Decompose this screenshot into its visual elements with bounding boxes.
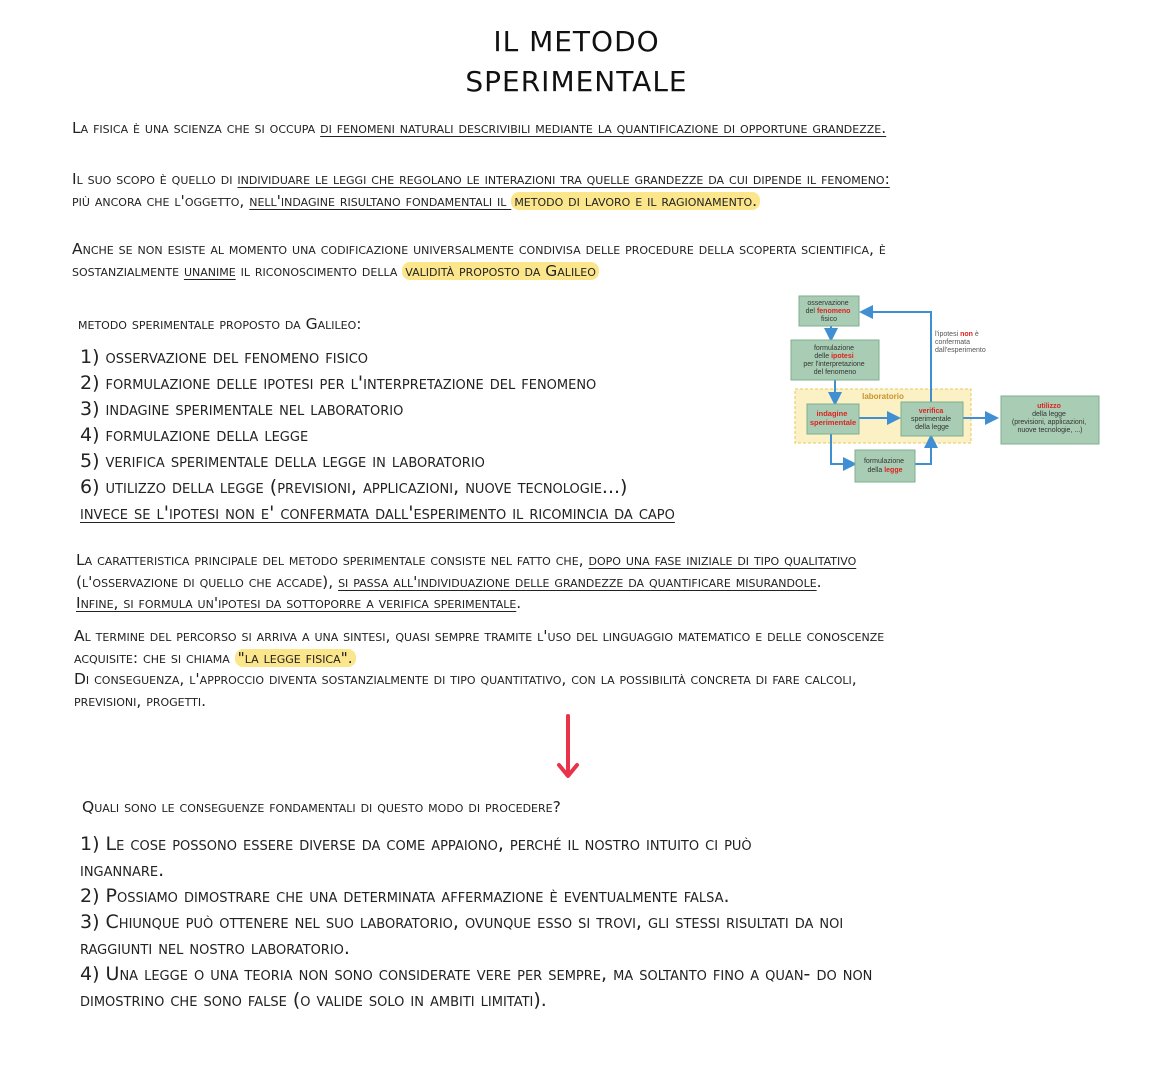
diagram-text: dall'esperimento — [935, 347, 986, 354]
diagram-text: confermata — [935, 339, 971, 346]
text-line: Al termine del percorso si arriva a una sintesi, quasi sempre tramite l'uso del linguaggio matematico e delle conoscenze — [74, 627, 885, 645]
method-step: 1) osservazione del fenomeno fisico — [80, 346, 369, 368]
text-line: Anche se non esiste al momento una codificazione universalmente condivisa delle procedure della scoperta scientifica, è — [72, 240, 886, 258]
method-flow-diagram — [783, 292, 1103, 488]
svg-text:indagine sperimentale — [810, 409, 856, 427]
highlighted-text: validità proposto da Galileo — [402, 262, 599, 280]
method-steps — [80, 344, 675, 526]
highlighted-text: "la legge fisica". — [235, 649, 356, 667]
diagram-keyword: verifica — [918, 408, 944, 415]
diagram-keyword: fenomeno — [816, 308, 851, 315]
consequence-line: dimostrino che sono false (o valide solo in ambiti limitati). — [80, 989, 547, 1011]
diagram-keyword: legge — [884, 467, 903, 474]
text-span: sostanzialmente — [72, 261, 184, 280]
diagram-keyword: indagine — [816, 409, 848, 418]
text-span: . — [816, 572, 822, 591]
diagram-text: osservazione — [807, 300, 849, 307]
text-span: acquisite: che si chiama — [74, 648, 235, 667]
diagram-text: è — [972, 331, 979, 338]
laboratory-label: laboratorio — [862, 392, 904, 401]
diagram-keyword: non — [960, 331, 973, 338]
diagram-text: del — [805, 308, 817, 315]
method-step: 4) formulazione della legge — [80, 424, 309, 446]
diagram-keyword: ipotesi — [831, 353, 854, 360]
text-span: La fisica è una scienza che si occupa — [72, 119, 321, 137]
method-heading: metodo sperimentale proposto da Galileo: — [78, 315, 362, 333]
title-line-1: IL METODO — [493, 25, 660, 58]
diagram-text: del fenomeno — [813, 369, 857, 376]
diagram-text: per l'interpretazione — [803, 361, 865, 368]
diagram-text: della legge — [915, 424, 949, 431]
consequence-line: 4) Una legge o una teoria non sono considerate vere per sempre, ma soltanto fino a quan- do non — [80, 963, 873, 985]
text-span: (l'osservazione di quello che accade), — [76, 572, 339, 591]
method-step: 2) formulazione delle ipotesi per l'interpretazione del fenomeno — [80, 372, 597, 394]
consequence-line: 2) Possiamo dimostrare che una determinata affermazione è eventualmente falsa. — [80, 885, 730, 907]
underlined-text: unanime — [183, 261, 236, 280]
title-line-2: SPERIMENTALE — [465, 65, 688, 98]
intro-paragraph — [72, 118, 886, 140]
galileo-paragraph — [72, 239, 886, 282]
text-span: . — [516, 594, 522, 612]
diagram-text: nuove tecnologie, ...) — [1017, 427, 1083, 434]
method-step: 5) verifica sperimentale della legge in laboratorio — [80, 450, 485, 472]
consequence-line: ingannare. — [80, 859, 165, 881]
underlined-text: si passa all'individuazione delle grandezze da quantificare misurandole — [338, 572, 817, 591]
consequences-list — [80, 831, 872, 1013]
page-title — [0, 22, 1153, 102]
underlined-text: di fenomeni naturali descrivibili mediante la quantificazione di opportune grandezze. — [320, 119, 887, 137]
down-arrow-icon — [555, 712, 581, 782]
text-span: il riconoscimento della — [235, 261, 403, 280]
consequence-line: 1) Le cose possono essere diverse da come appaiono, perché il nostro intuito ci può — [80, 833, 752, 855]
diagram-text: della legge — [1032, 411, 1066, 418]
diagram-text: (previsioni, applicazioni, — [1011, 419, 1087, 426]
method-step: 6) utilizzo della legge (previsioni, applicazioni, nuove tecnologie...) — [80, 476, 628, 498]
diagram-text: formulazione — [813, 345, 855, 352]
diagram-text: formulazione — [863, 458, 905, 465]
underlined-text: Infine, si formula un'ipotesi da sottoporre a verifica sperimentale — [76, 594, 517, 612]
diagram-keyword: utilizzo — [1037, 403, 1061, 410]
text-line: Di conseguenza, l'approccio diventa sostanzialmente di tipo quantitativo, con la possibilità concreta di fare calcoli, — [74, 670, 857, 688]
text-span: Il suo scopo è quello di — [72, 170, 238, 188]
underlined-text: nell'indagine risultano fondamentali il — [249, 191, 512, 210]
svg-text:l'ipotesi non è confermata — [935, 331, 986, 354]
diagram-text: delle — [814, 353, 832, 360]
characteristic-paragraph — [76, 550, 856, 615]
text-line: previsioni, progetti. — [74, 691, 207, 710]
law-formulation-box — [855, 450, 915, 482]
diagram-keyword: sperimentale — [809, 418, 857, 427]
highlighted-text: metodo di lavoro e il ragionamento. — [511, 192, 760, 210]
underlined-text: dopo una fase iniziale di tipo qualitativo — [588, 551, 857, 569]
text-span: La caratteristica principale del metodo sperimentale consiste nel fatto che, — [76, 551, 589, 569]
consequence-line: 3) Chiunque può ottenere nel suo laboratorio, ovunque esso si trovi, gli stessi risultati da noi — [80, 911, 844, 933]
consequence-line: raggiunti nel nostro laboratorio. — [80, 937, 350, 959]
synthesis-paragraph — [74, 626, 884, 712]
method-note: invece se l'ipotesi non e' confermata dall'esperimento il ricomincia da capo — [80, 502, 675, 524]
diagram-text: della — [867, 467, 885, 474]
scope-paragraph — [72, 169, 890, 212]
diagram-text: l'ipotesi — [935, 331, 961, 338]
consequences-heading: Quali sono le conseguenze fondamentali di questo modo di procedere? — [82, 798, 561, 816]
method-step: 3) indagine sperimentale nel laboratorio — [80, 398, 404, 420]
text-span: più ancora che l'oggetto, — [72, 191, 250, 210]
underlined-text: individuare le leggi che regolano le interazioni tra quelle grandezze da cui dipende il fenomeno: — [237, 170, 890, 188]
diagram-text: fisico — [821, 316, 837, 323]
diagram-text: sperimentale — [910, 416, 952, 423]
